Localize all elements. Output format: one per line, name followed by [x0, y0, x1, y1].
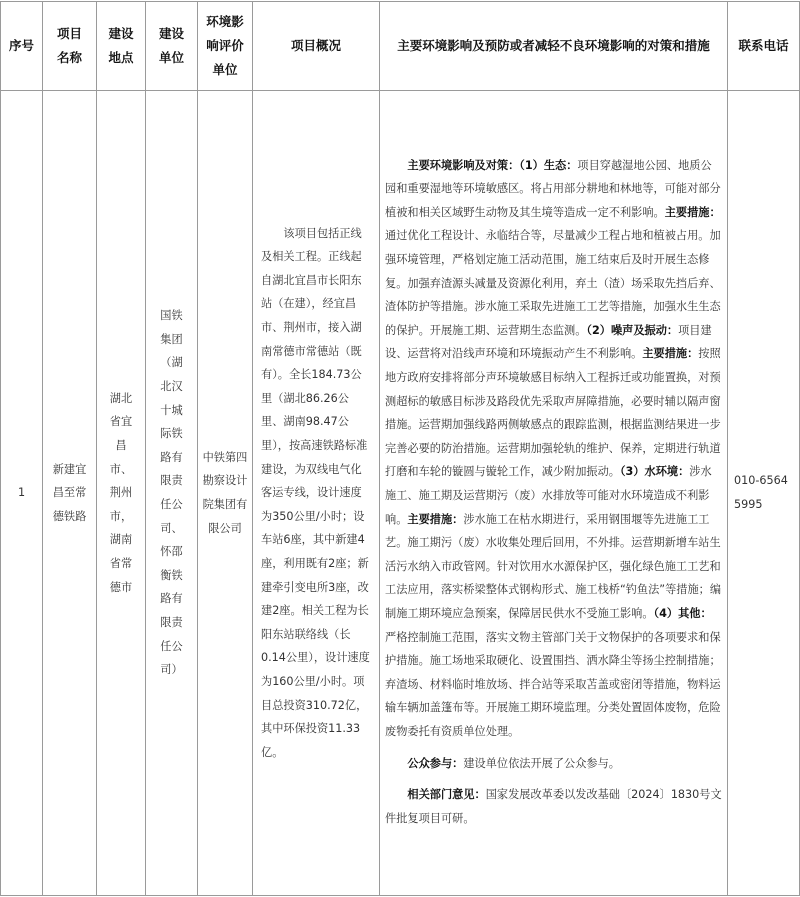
cell-name: 新建宜昌至常德铁路 — [43, 91, 97, 896]
eia-table — [0, 1, 800, 896]
cell-location: 湖北省宜昌市、荆州市，湖南省常德市 — [97, 91, 146, 896]
measures-public: 公众参与：建设单位依法开展了公众参与。 — [407, 756, 620, 770]
header-location: 建设地点 — [97, 2, 146, 91]
cell-phone: 010-65645995 — [728, 91, 800, 896]
cell-eia-unit: 中铁第四勘察设计院集团有限公司 — [198, 91, 253, 896]
overview-text: 该项目包括正线及相关工程。正线起自湖北宜昌市长阳东站（在建），经宜昌市、荆州市，接入湖南常德市常德站（既有）。全长184.73公里（湖北86.26公里、湖南98.47公里），按高速铁路标准建设，为双线电气化客运专线，设计速度为350公里/小时；设车站6座，其中新建4座，利用既有2座；新建牵引变电所3座，改建2座。相关工程为长阳东站联络线（长0.14公里），设计速度为160公里/小时。项目总投资310.72亿，其中环保投资11.33亿。 — [261, 226, 370, 759]
cell-measures — [380, 91, 728, 896]
measures-departments: 相关部门意见：国家发展改革委以发改基础〔2024〕1830号文件批复项目可研。 — [385, 788, 722, 825]
header-eia-unit: 环境影响评价单位 — [198, 2, 253, 91]
header-no: 序号 — [1, 2, 43, 91]
header-name: 项目名称 — [43, 2, 97, 91]
table-row — [1, 91, 800, 896]
cell-builder: 国铁集团（湖北汉十城际铁路有限责任公司、怀邵衡铁路有限责任公司） — [146, 91, 198, 896]
header-row — [1, 2, 800, 91]
cell-overview — [253, 91, 380, 896]
header-builder: 建设单位 — [146, 2, 198, 91]
header-phone: 联系电话 — [728, 2, 800, 91]
header-overview: 项目概况 — [253, 2, 380, 91]
cell-no: 1 — [1, 91, 43, 896]
measures-main: 主要环境影响及对策：（1）生态：项目穿越湿地公园、地质公园和重要湿地等环境敏感区。将占用部分耕地和林地等，可能对部分植被和相关区域野生动物及其生境等造成一定不利影响。主要措施：通过优化工程设计、永临结合等，尽量减少工程占地和植被占用。加强环境管理，严格划定施工活动范围，施工结束后及时开展生态修复。加强弃渣源头减量及资源化利用，弃土（渣）场采取先挡后弃、渣体防护等措施。涉水施工采取先进施工工艺等措施，加强水生生态的保护。开展施工期、运营期生态监测。（2）噪声及振动：项目建设、运营将对沿线声环境和环境振动产生不利影响。主要措施：按照地方政府安排将部分声环境敏感目标纳入工程拆迁或功能置换，对预测超标的敏感目标涉及路段优先采取声屏障措施，必要时辅以隔声窗措施。运营期加强线路两侧敏感点的跟踪监测，根据监测结果进一步完善必要的防治措施。运营期加强轮轨的维护、保养，定期进行轨道打磨和车轮的镟圆与镟轮工作，减少附加振动。（3）水环境：涉水施工、施工期及运营期污（废）水排放等可能对水环境造成不利影响。主要措施：涉水施工在枯水期进行，采用钢围堰等先进施工工艺。施工期污（废）水收集处理后回用，不外排。运营期新增车站生活污水纳入市政管网。针对饮用水水源保护区，强化绿色施工工艺和工法应用，落实桥梁整体式钢构形式、施工栈桥“钓鱼法”等措施；编制施工期环境应急预案，保障居民供水不受施工影响。（4）其他：严格控制施工范围，落实文物主管部门关于文物保护的各项要求和保护措施。施工场地采取硬化、设置围挡、洒水降尘等扬尘控制措施；弃渣场、材料临时堆放场、拌合站等采取苫盖或密闭等措施，物料运输车辆加盖篷布等。开展施工期环境监理。分类处置固体废物，危险废物委托有资质单位处理。 — [385, 158, 722, 738]
header-measures: 主要环境影响及预防或者减轻不良环境影响的对策和措施 — [380, 2, 728, 91]
